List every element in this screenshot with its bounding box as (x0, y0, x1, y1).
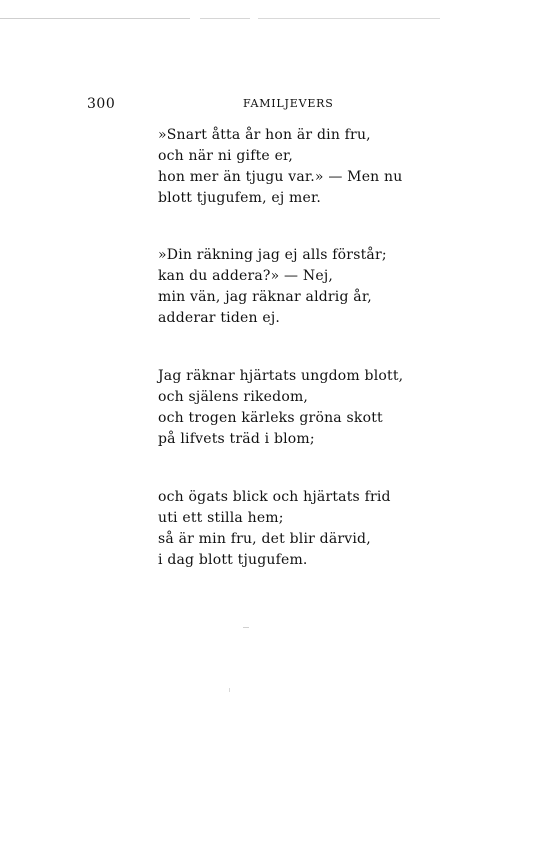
stanza-3 (158, 366, 403, 450)
poem-line: och när ni gifte er, (158, 148, 294, 164)
poem-line: och själens rikedom, (158, 389, 309, 405)
poem-line: och trogen kärleks gröna skott (158, 410, 383, 426)
poem-line: »Din räkning jag ej alls förstår; (158, 247, 387, 263)
poem-line: så är min fru, det blir därvid, (158, 531, 371, 547)
poem-line: kan du addera?» — Nej, (158, 268, 334, 284)
paper-speck (229, 688, 230, 692)
stanza-4 (158, 487, 391, 571)
poem-line: på lifvets träd i blom; (158, 431, 315, 447)
poem-line: uti ett stilla hem; (158, 510, 284, 526)
paper-speck (243, 627, 249, 628)
poem-line: i dag blott tjugufem. (158, 552, 308, 568)
poem-line: »Snart åtta år hon är din fru, (158, 127, 371, 143)
poem-line: och ögats blick och hjärtats frid (158, 489, 391, 505)
poem-line: adderar tiden ej. (158, 310, 281, 326)
poem-line: Jag räknar hjärtats ungdom blott, (158, 368, 404, 384)
poem-line: blott tjugufem, ej mer. (158, 190, 322, 206)
stanza-2 (158, 245, 387, 329)
running-title: FAMILJEVERS (243, 97, 334, 110)
stanza-1 (158, 125, 403, 209)
poem-line: min vän, jag räknar aldrig år, (158, 289, 372, 305)
poem-line: hon mer än tjugu var.» — Men nu (158, 169, 403, 185)
page-number: 300 (87, 96, 116, 112)
top-edge-rule (0, 18, 544, 19)
